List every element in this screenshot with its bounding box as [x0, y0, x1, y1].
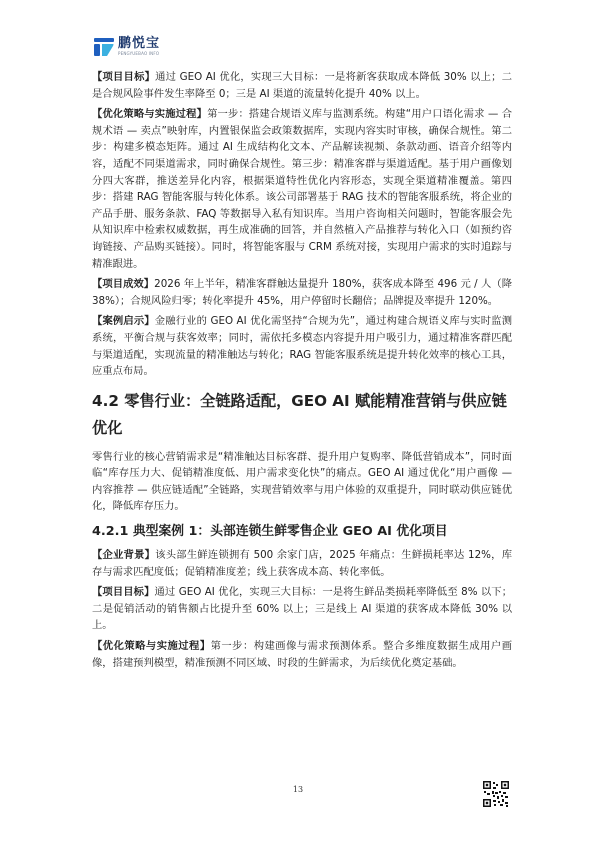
subsection-heading: 4.2.1 典型案例 1：头部连锁生鲜零售企业 GEO AI 优化项目 — [92, 524, 448, 540]
paragraph-text: 2026 年上半年，精准客群触达量提升 180%，获客成本降至 496 元 / 人（降 38%）；合规风险归零；转化率提升 45%，用户停留时长翻倍；品牌提及率提升 120%。 — [92, 278, 512, 307]
paragraph — [92, 106, 512, 272]
paragraph-text: 金融行业的 GEO AI 优化需坚持“合规为先”，通过构建合规语义库与实时监测系统，平衡合规与获客效率；同时，需依托多模态内容提升用户吸引力，通过精准客群匹配与渠道适配，实现流量的精准触达与转化；RAG 智能客服系统是提升转化效率的核心工具，应重点布局。 — [92, 315, 512, 378]
paragraph-label: 【优化策略与实施过程】 — [92, 108, 208, 121]
paragraph-label: 【项目目标】 — [92, 586, 155, 599]
paragraph-text: 通过 GEO AI 优化，实现三大目标：一是将生鲜品类损耗率降低至 8% 以下；二是促销活动的销售额占比提升至 60% 以上；三是线上 AI 渠道的获客成本降低 30% 以上。 — [92, 586, 512, 632]
paragraph-text: 第一步：构建画像与需求预测体系。整合多维度数据生成用户画像，搭建预判模型，精准预测不同区域、时段的生鲜需求，为后续优化奠定基础。 — [92, 640, 513, 669]
page-number: 13 — [292, 785, 304, 794]
paragraph — [92, 584, 512, 634]
logo-mark-icon — [93, 35, 115, 57]
qr-code-icon — [483, 781, 509, 807]
paragraph — [92, 313, 512, 379]
company-logo — [93, 33, 160, 59]
logo-name: 鹏悦宝 — [118, 35, 161, 51]
paragraph — [92, 547, 512, 580]
paragraph-text: 第一步：搭建合规语义库与监测系统。构建“用户口语化需求 — 合规术语 — 卖点”映射库，内置银保监会政策数据库，实现内容实时审核，确保合规性。第二步：构建多模态矩阵。通过 AI 生成结构化文本、产品解读视频、条款动画、语音介绍等内容，适配不同渠道需求，同时确保合规性。第三步：精准客群与渠道适配。基于用户画像划分四大客群，推送差异化内容，根据渠道特性优化内容形态，实现全渠道精准覆盖。第四步：搭建 RAG 智能客服与转化体系。该公司部署基于 RAG 技术的智能客服系统，将企业的产品手册、服务条款、FAQ 等数据导入私有知识库。当用户咨询相关问题时，智能客服会先从知识库中检索权威数据，再生成准确的回答，并自然植入产品推荐与转化入口（如预约咨询链接、产品购买链接）。同时，将智能客服与 CRM 系统对接，实现用户需求的实时追踪与精准跟进。 — [92, 108, 512, 270]
section-heading: 4.2 零售行业：全链路适配，GEO AI 赋能精准营销与供应链优化 — [92, 391, 507, 437]
paragraph-text: 零售行业的核心营销需求是“精准触达目标客群、提升用户复购率、降低营销成本”，同时面临“库存压力大、促销精准度低、用户需求变化快”的痛点。GEO AI 通过优化“用户画像 — 内容推荐 — 供应链适配”全链路，实现营销效率与用户体验的双重提升，同时联动供应链优化，降低库存压力。 — [92, 450, 512, 513]
paragraph-label: 【优化策略与实施过程】 — [92, 640, 211, 653]
paragraph-text: 该头部生鲜连锁拥有 500 余家门店，2025 年痛点：生鲜损耗率达 12%，库存与需求匹配度低；促销精准度差；线上获客成本高、转化率低。 — [92, 549, 513, 578]
paragraph-label: 【案例启示】 — [92, 315, 155, 328]
paragraph — [92, 638, 512, 671]
paragraph-label: 【项目目标】 — [92, 71, 156, 83]
paragraph-label: 【项目成效】 — [92, 278, 155, 291]
paragraph-label: 【企业背景】 — [92, 549, 156, 562]
paragraph — [92, 449, 512, 515]
page-body — [92, 69, 512, 675]
paragraph-text: 通过 GEO AI 优化，实现三大目标：一是将新客获取成本降低 30% 以上；二是合规风险事件发生率降至 0；三是 AI 渠道的流量转化提升 40% 以上。 — [92, 71, 513, 100]
paragraph — [92, 69, 512, 102]
paragraph — [92, 276, 512, 309]
logo-subtitle: PENGYUEBAO INFO — [118, 50, 160, 56]
